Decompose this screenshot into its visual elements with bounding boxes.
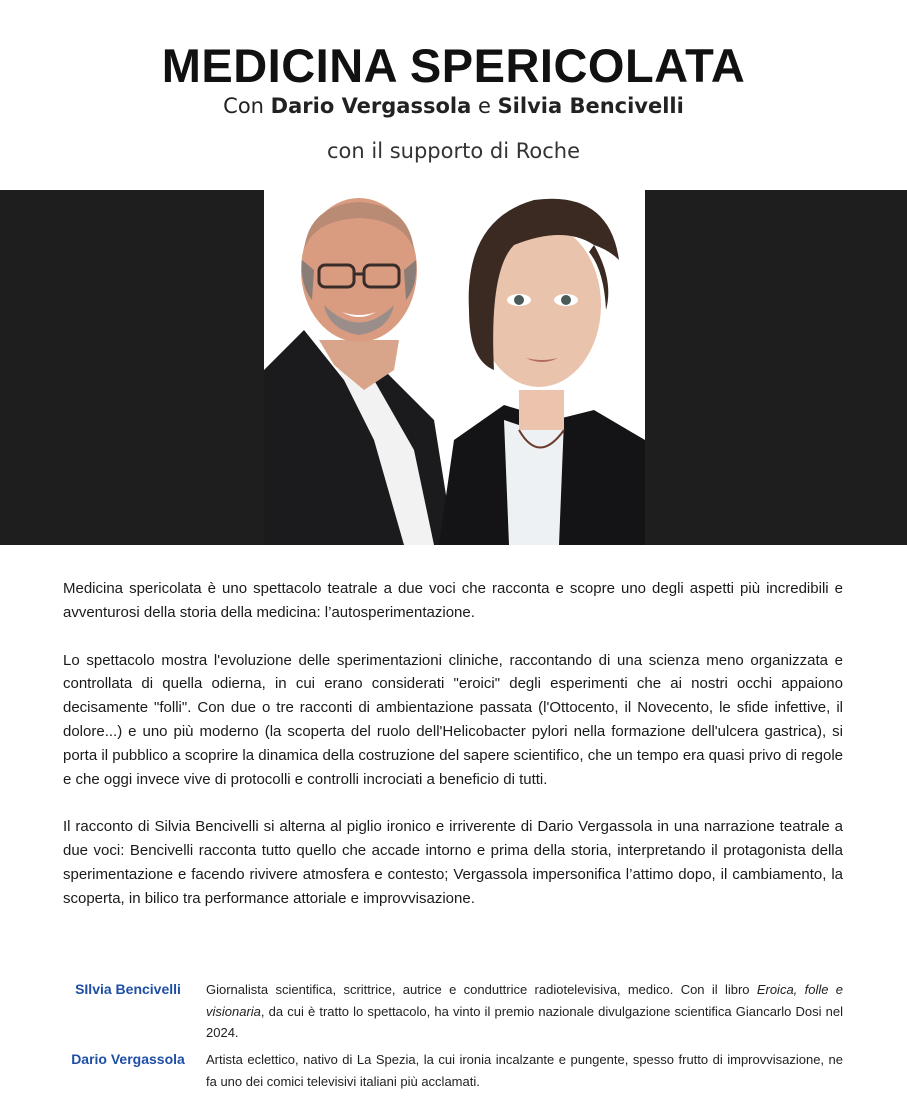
bio-desc-text: Giornalista scientifica, scrittrice, autrice e conduttrice radiotelevisiva, medico. Con il libro [206,982,757,997]
description-paragraph-2: Lo spettacolo mostra l'evoluzione delle sperimentazioni cliniche, raccontando di una scienza meno organizzata e controllata di quella odierna, in cui erano considerati "eroici" degli esperimenti che ai nostri occhi appaiono decisamente "folli". Con due o tre racconti di ambientazione passata (l'Ottocento, il Novecento, le sfide infettive, il dolore...) e uno più moderno (la scoperta del ruolo dell'Helicobacter pylori nella formazione dell'ulcera gastrica), si porta il pubblico a scoprire la dinamica della costruzione del sapere scientifico, che un tempo era quasi privo di regole e che oggi invece vive di protocolli e controlli incrociati a beneficio di tutti. [63,651,843,788]
bio-desc-text-end: , da cui è tratto lo spettacolo, ha vinto il premio nazionale divulgazione scientifica Giancarlo Dosi nel 2024. [206,1003,843,1040]
performers-photo [264,190,645,545]
bio-name: SIlvia Bencivelli [75,981,181,997]
person-1-name: Dario Vergassola [270,94,472,118]
photo-band [0,190,907,545]
support-line: con il supporto di Roche [327,139,580,163]
performers-illustration [264,190,645,545]
description-paragraph-1: Medicina spericolata è uno spettacolo teatrale a due voci che racconta e scopre uno degli aspetti più incredibili e avventurosi della storia della medicina: l’autosperimentazione. [63,580,843,621]
page-title: MEDICINA SPERICOLATA [161,39,746,92]
bio-description: Artista eclettico, nativo di La Spezia, la cui ironia incalzante e pungente, spesso frutto di improvvisazione, ne fa uno dei comici televisivi italiani più acclamati. [206,1052,843,1089]
person-2-name: Silvia Bencivelli [497,94,684,118]
subtitle-conjunction: e [471,94,498,118]
description-body [63,577,843,935]
subtitle [0,94,907,118]
bio-silvia [58,979,848,1045]
subtitle-prefix: Con [223,94,271,118]
bio-description [206,979,843,1044]
description-paragraph-3: Il racconto di Silvia Bencivelli si alterna al piglio ironico e irriverente di Dario Vergassola in una narrazione teatrale a due voci: Bencivelli racconta tutto quello che accade intorno e prima della storia, interpretando il protagonista della sperimentazione e facendo rivivere atmosfera e contesto; Vergassola impersonifica l’attimo dopo, il cambiamento, la scoperta, in bilico tra performance attoriale e improvvisazione. [63,818,843,907]
book-title: Eroica, folle e visionaria [206,982,843,1019]
bio-name: Dario Vergassola [71,1051,185,1067]
bio-dario [58,1049,848,1093]
